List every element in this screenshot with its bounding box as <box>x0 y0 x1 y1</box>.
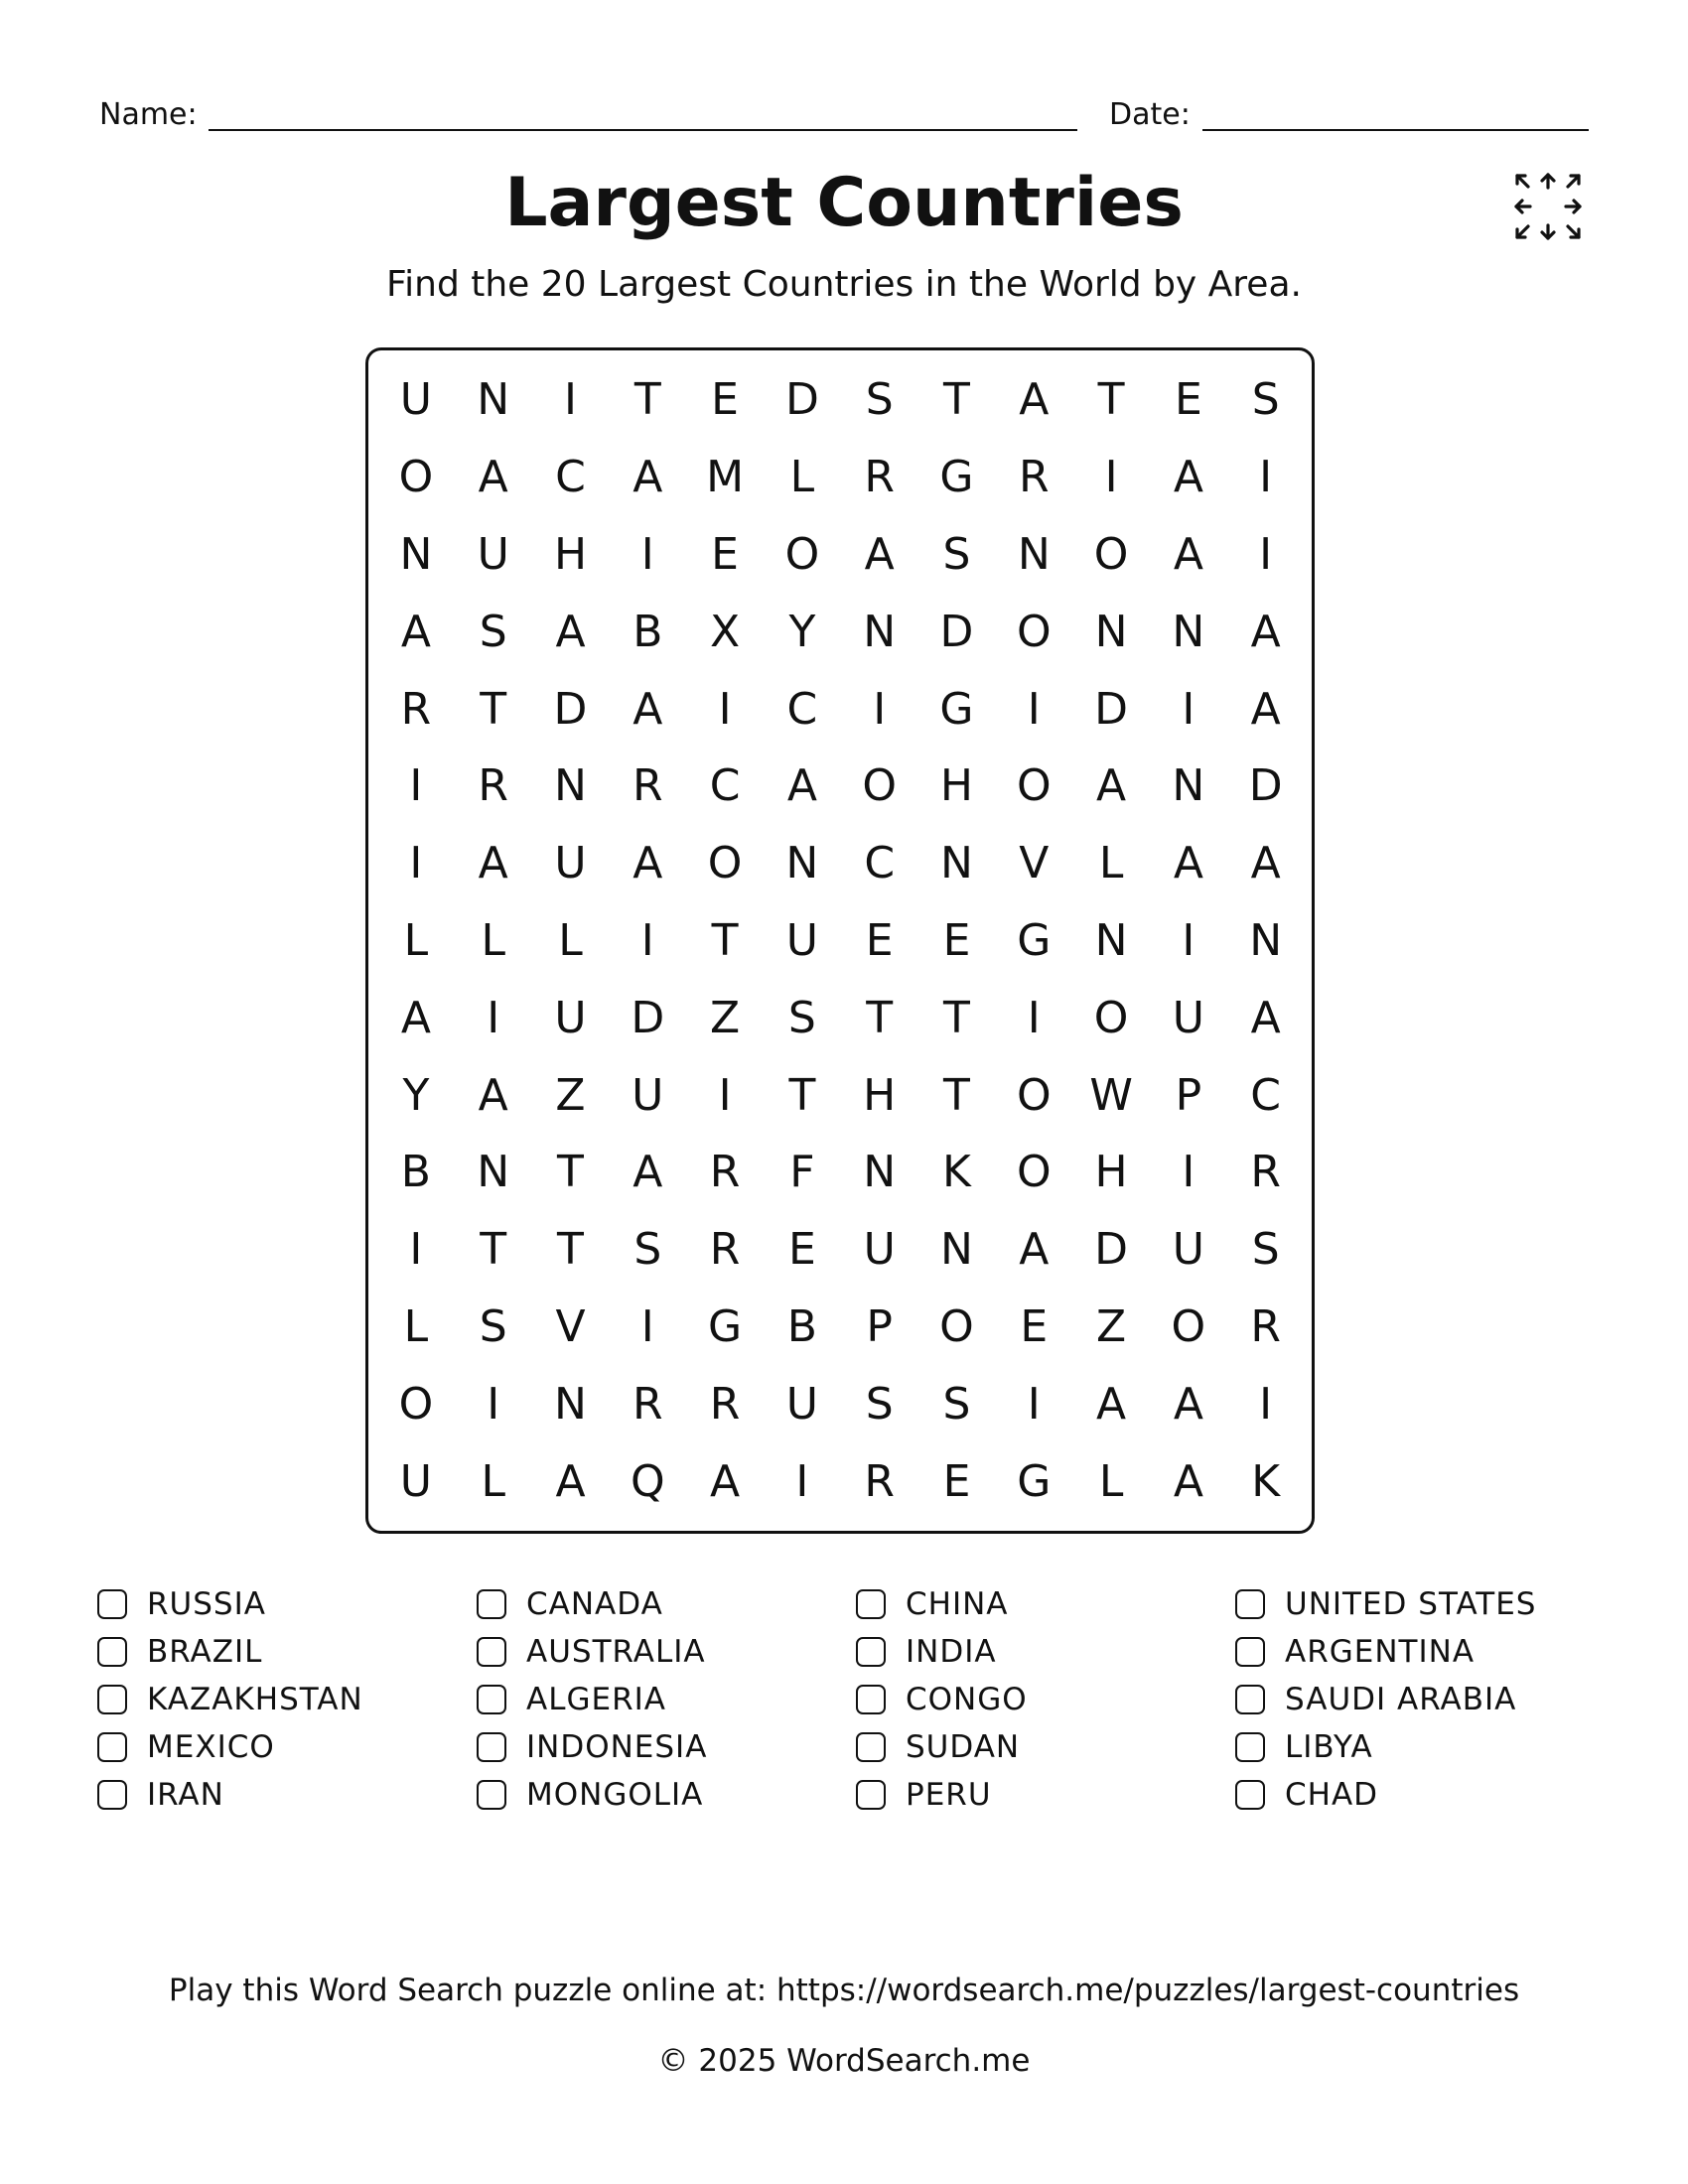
checkbox-icon[interactable] <box>97 1637 127 1667</box>
checkbox-icon[interactable] <box>477 1732 506 1762</box>
grid-cell[interactable]: N <box>863 606 897 657</box>
grid-cell[interactable]: E <box>711 374 739 426</box>
grid-cell[interactable]: I <box>718 683 732 735</box>
grid-cell[interactable]: A <box>555 1455 586 1507</box>
grid-cell[interactable]: A <box>1250 683 1281 735</box>
grid-cell[interactable]: L <box>481 1455 505 1507</box>
grid-cell[interactable]: Z <box>710 992 741 1043</box>
checkbox-icon[interactable] <box>1235 1732 1265 1762</box>
grid-cell[interactable]: L <box>403 914 429 966</box>
word-list-item <box>477 1580 856 1628</box>
word-list-item <box>856 1628 1235 1676</box>
grid-cell[interactable]: G <box>939 452 974 503</box>
grid-cell[interactable]: B <box>400 1147 431 1198</box>
grid-cell[interactable]: R <box>633 760 663 812</box>
grid-cell[interactable]: R <box>1250 1147 1281 1198</box>
grid-cell[interactable]: A <box>478 838 508 889</box>
grid-cell[interactable]: R <box>1250 1300 1281 1352</box>
grid-cell[interactable]: D <box>939 606 974 657</box>
grid-cell[interactable]: I <box>718 1069 732 1121</box>
grid-cell[interactable]: G <box>1017 914 1052 966</box>
grid-cell[interactable]: D <box>1248 760 1283 812</box>
grid-cell[interactable]: S <box>942 1378 971 1430</box>
word-list-item <box>1235 1771 1615 1819</box>
word-label: INDONESIA <box>526 1729 708 1765</box>
grid-cell[interactable]: A <box>478 452 508 503</box>
grid-cell[interactable]: T <box>1097 374 1125 426</box>
grid-cell[interactable]: A <box>710 1455 741 1507</box>
grid-cell[interactable]: I <box>1259 1378 1273 1430</box>
grid-cell[interactable]: N <box>477 374 510 426</box>
grid-cell[interactable]: T <box>633 374 661 426</box>
grid-cell[interactable]: U <box>399 1455 432 1507</box>
grid-cell[interactable]: H <box>1094 1147 1128 1198</box>
grid-cell[interactable]: I <box>640 528 654 580</box>
word-label: AUSTRALIA <box>526 1634 706 1670</box>
grid-cell[interactable]: O <box>1016 1069 1052 1121</box>
word-list-item <box>97 1580 477 1628</box>
grid-cell[interactable]: N <box>1172 606 1205 657</box>
grid-cell[interactable]: A <box>400 606 431 657</box>
grid-cell[interactable]: C <box>786 683 818 735</box>
grid-cell[interactable]: L <box>481 914 505 966</box>
grid-cell[interactable]: A <box>1173 528 1203 580</box>
word-list-item <box>1235 1628 1615 1676</box>
word-label: ALGERIA <box>526 1682 666 1717</box>
word-list-item <box>856 1676 1235 1723</box>
grid-cell[interactable]: O <box>784 528 820 580</box>
grid-cell[interactable]: U <box>632 1069 664 1121</box>
checkbox-icon[interactable] <box>477 1589 506 1619</box>
grid-cell[interactable]: S <box>479 1300 507 1352</box>
checkbox-icon[interactable] <box>97 1589 127 1619</box>
grid-cell[interactable]: U <box>1172 1224 1204 1276</box>
word-label: LIBYA <box>1285 1729 1373 1765</box>
grid-cell[interactable]: K <box>942 1147 971 1198</box>
word-label: CANADA <box>526 1586 663 1622</box>
checkbox-icon[interactable] <box>97 1780 127 1810</box>
word-label: CHAD <box>1285 1777 1379 1813</box>
header-row <box>99 95 1589 135</box>
grid-cell[interactable]: C <box>864 838 896 889</box>
grid-cell[interactable]: O <box>939 1300 974 1352</box>
grid-cell[interactable]: N <box>785 838 819 889</box>
word-list-item <box>97 1676 477 1723</box>
grid-cell[interactable]: A <box>1019 374 1050 426</box>
grid-cell[interactable]: A <box>633 683 663 735</box>
grid-cell[interactable]: I <box>795 1455 809 1507</box>
grid-cell[interactable]: L <box>403 1300 429 1352</box>
word-list-item <box>1235 1676 1615 1723</box>
word-label: UNITED STATES <box>1285 1586 1537 1622</box>
grid-cell[interactable]: A <box>1096 1378 1127 1430</box>
grid-cell[interactable]: R <box>478 760 508 812</box>
word-label: INDIA <box>906 1634 997 1670</box>
grid-cell[interactable]: O <box>862 760 897 812</box>
grid-cell[interactable]: O <box>707 838 743 889</box>
grid-cell[interactable]: R <box>1018 452 1050 503</box>
grid-cell[interactable]: B <box>633 606 663 657</box>
word-list-item <box>97 1771 477 1819</box>
grid-cell[interactable]: T <box>788 1069 816 1121</box>
grid-cell[interactable]: S <box>1251 374 1280 426</box>
grid-cell[interactable]: A <box>400 992 431 1043</box>
word-label: KAZAKHSTAN <box>147 1682 363 1717</box>
grid-cell[interactable]: O <box>1016 606 1052 657</box>
grid-cell[interactable]: I <box>873 683 887 735</box>
grid-cell[interactable]: I <box>640 914 654 966</box>
instructions: Find the 20 Largest Countries in the World by Area. <box>386 264 1302 305</box>
grid-cell[interactable]: U <box>477 528 509 580</box>
word-list-item <box>1235 1580 1615 1628</box>
grid-cell[interactable]: A <box>1173 452 1203 503</box>
grid-cell[interactable]: H <box>939 760 974 812</box>
grid-cell[interactable]: N <box>1094 606 1128 657</box>
grid-cell[interactable]: I <box>1259 528 1273 580</box>
checkbox-icon[interactable] <box>856 1637 886 1667</box>
grid-cell[interactable]: S <box>865 374 894 426</box>
grid-cell[interactable]: T <box>943 374 970 426</box>
grid-cell[interactable]: A <box>1250 992 1281 1043</box>
grid-cell[interactable]: K <box>1251 1455 1281 1507</box>
grid-cell[interactable]: D <box>784 374 819 426</box>
grid-cell[interactable]: I <box>640 1300 654 1352</box>
grid-cell[interactable]: V <box>1019 838 1050 889</box>
grid-cell[interactable]: I <box>1027 992 1041 1043</box>
grid-cell[interactable]: R <box>864 452 895 503</box>
grid-cell[interactable]: A <box>1173 1378 1203 1430</box>
grid-cell[interactable]: I <box>1027 683 1041 735</box>
grid-cell[interactable]: R <box>709 1224 741 1276</box>
grid-cell[interactable]: Z <box>555 1069 586 1121</box>
grid-cell[interactable]: I <box>409 760 423 812</box>
grid-cell[interactable]: A <box>786 760 817 812</box>
grid-cell[interactable]: N <box>554 760 587 812</box>
grid-cell[interactable]: D <box>1094 1224 1129 1276</box>
grid-cell[interactable]: G <box>939 683 974 735</box>
grid-cell[interactable]: E <box>711 528 739 580</box>
name-field[interactable] <box>209 129 1077 131</box>
checkbox-icon[interactable] <box>477 1780 506 1810</box>
grid-cell[interactable]: U <box>554 838 587 889</box>
grid-cell[interactable]: Y <box>402 1069 430 1121</box>
word-list-item <box>856 1771 1235 1819</box>
grid-cell[interactable]: I <box>487 992 500 1043</box>
grid-cell[interactable]: N <box>399 528 433 580</box>
grid-cell[interactable]: A <box>864 528 895 580</box>
grid-cell[interactable]: A <box>633 452 663 503</box>
grid-cell[interactable]: U <box>1172 992 1204 1043</box>
grid-cell[interactable]: I <box>1104 452 1118 503</box>
grid-cell[interactable]: O <box>1016 1147 1052 1198</box>
date-label: Date: <box>1109 97 1191 132</box>
copyright: © 2025 WordSearch.me <box>657 2043 1031 2079</box>
grid-cell[interactable]: N <box>940 1224 973 1276</box>
word-list-item <box>477 1676 856 1723</box>
grid-cell[interactable]: S <box>787 992 816 1043</box>
grid-cell[interactable]: I <box>409 1224 423 1276</box>
page-title: Largest Countries <box>504 164 1184 242</box>
grid-cell[interactable]: E <box>787 1224 816 1276</box>
grid-cell[interactable]: N <box>1172 760 1205 812</box>
word-label: SUDAN <box>906 1729 1021 1765</box>
grid-cell[interactable]: U <box>554 992 587 1043</box>
word-list-item <box>97 1628 477 1676</box>
word-list-item <box>856 1723 1235 1771</box>
grid-cell[interactable]: V <box>555 1300 586 1352</box>
grid-cell[interactable]: T <box>943 992 970 1043</box>
grid-cell[interactable]: T <box>866 992 894 1043</box>
grid-cell[interactable]: N <box>863 1147 897 1198</box>
grid-cell[interactable]: N <box>1017 528 1051 580</box>
grid-cell[interactable]: I <box>1259 452 1273 503</box>
name-label: Name: <box>99 97 198 132</box>
grid-cell[interactable]: I <box>409 838 423 889</box>
grid-cell[interactable]: A <box>633 1147 663 1198</box>
checkbox-icon[interactable] <box>477 1685 506 1714</box>
grid-cell[interactable]: E <box>1020 1300 1049 1352</box>
grid-cell[interactable]: S <box>865 1378 894 1430</box>
grid-cell[interactable]: Y <box>788 606 816 657</box>
grid-cell[interactable]: C <box>555 452 586 503</box>
word-label: BRAZIL <box>147 1634 263 1670</box>
grid-cell[interactable]: E <box>942 1455 971 1507</box>
grid-cell[interactable]: N <box>1249 914 1283 966</box>
grid-cell[interactable]: G <box>708 1300 743 1352</box>
checkbox-icon[interactable] <box>856 1685 886 1714</box>
grid-cell[interactable]: D <box>553 683 588 735</box>
grid-cell[interactable]: I <box>1182 914 1196 966</box>
word-label: CHINA <box>906 1586 1009 1622</box>
word-list-item <box>1235 1723 1615 1771</box>
grid-cell[interactable]: E <box>865 914 894 966</box>
checkbox-icon[interactable] <box>1235 1780 1265 1810</box>
date-field[interactable] <box>1202 129 1589 131</box>
word-label: PERU <box>906 1777 992 1813</box>
grid-cell[interactable]: O <box>1093 992 1129 1043</box>
grid-cell[interactable]: U <box>399 374 432 426</box>
grid-cell[interactable]: I <box>1182 683 1196 735</box>
checkbox-icon[interactable] <box>856 1732 886 1762</box>
word-list-item <box>477 1723 856 1771</box>
grid-cell[interactable]: A <box>633 838 663 889</box>
grid-cell[interactable]: T <box>943 1069 970 1121</box>
word-label: IRAN <box>147 1777 224 1813</box>
checkbox-icon[interactable] <box>97 1685 127 1714</box>
grid-cell[interactable]: N <box>554 1378 587 1430</box>
footer-url-text: Play this Word Search puzzle online at: https://wordsearch.me/puzzles/largest-countries <box>168 1973 1520 2008</box>
grid-cell[interactable]: T <box>480 683 507 735</box>
grid-cell[interactable]: I <box>564 374 577 426</box>
grid-cell[interactable]: U <box>785 1378 818 1430</box>
grid-cell[interactable]: P <box>866 1300 893 1352</box>
checkbox-icon[interactable] <box>1235 1589 1265 1619</box>
word-label: ARGENTINA <box>1285 1634 1476 1670</box>
word-list-item <box>856 1580 1235 1628</box>
grid-cell[interactable]: T <box>480 1224 507 1276</box>
grid-cell[interactable]: A <box>478 1069 508 1121</box>
grid-cell[interactable]: A <box>1019 1224 1050 1276</box>
grid-cell[interactable]: R <box>400 683 432 735</box>
grid-cell[interactable]: P <box>1175 1069 1202 1121</box>
grid-cell[interactable]: E <box>942 914 971 966</box>
checkbox-icon[interactable] <box>856 1780 886 1810</box>
grid-cell[interactable]: R <box>864 1455 895 1507</box>
grid-cell[interactable]: H <box>553 528 588 580</box>
word-label: CONGO <box>906 1682 1028 1717</box>
grid-cell[interactable]: F <box>789 1147 815 1198</box>
grid-cell[interactable]: C <box>709 760 741 812</box>
grid-cell[interactable]: W <box>1089 1069 1133 1121</box>
grid-cell[interactable]: U <box>863 1224 896 1276</box>
grid-cell[interactable]: L <box>1098 838 1124 889</box>
grid-cell[interactable]: T <box>557 1224 584 1276</box>
grid-cell[interactable]: Z <box>1095 1300 1127 1352</box>
grid-cell[interactable]: H <box>863 1069 897 1121</box>
grid-cell[interactable]: S <box>479 606 507 657</box>
grid-cell[interactable]: O <box>398 1378 434 1430</box>
grid-cell[interactable]: N <box>477 1147 510 1198</box>
grid-cell[interactable]: N <box>940 838 973 889</box>
grid-cell[interactable]: L <box>789 452 815 503</box>
grid-cell[interactable]: S <box>942 528 971 580</box>
grid-cell[interactable]: I <box>1182 1147 1196 1198</box>
letter-grid[interactable] <box>377 361 1305 1520</box>
grid-cell[interactable]: A <box>1250 606 1281 657</box>
checkbox-icon[interactable] <box>477 1637 506 1667</box>
word-list-item <box>97 1723 477 1771</box>
grid-cell[interactable]: T <box>711 914 739 966</box>
grid-cell[interactable]: D <box>631 992 665 1043</box>
grid-cell[interactable]: O <box>1093 528 1129 580</box>
grid-cell[interactable]: X <box>710 606 741 657</box>
grid-cell[interactable]: L <box>1098 1455 1124 1507</box>
eight-direction-arrows-icon <box>1513 172 1583 241</box>
grid-cell[interactable]: C <box>1250 1069 1282 1121</box>
grid-cell[interactable]: R <box>709 1147 741 1198</box>
grid-cell[interactable]: S <box>1251 1224 1280 1276</box>
word-label: RUSSIA <box>147 1586 266 1622</box>
grid-cell[interactable]: A <box>1173 838 1203 889</box>
grid-cell[interactable]: T <box>557 1147 584 1198</box>
grid-cell[interactable]: I <box>1027 1378 1041 1430</box>
grid-cell[interactable]: A <box>555 606 586 657</box>
grid-cell[interactable]: Q <box>630 1455 665 1507</box>
grid-cell[interactable]: S <box>633 1224 662 1276</box>
word-label: MEXICO <box>147 1729 275 1765</box>
grid-cell[interactable]: O <box>398 452 434 503</box>
grid-cell[interactable]: E <box>1174 374 1202 426</box>
checkbox-icon[interactable] <box>97 1732 127 1762</box>
checkbox-icon[interactable] <box>856 1589 886 1619</box>
grid-cell[interactable]: A <box>1250 838 1281 889</box>
word-list <box>97 1580 1597 1819</box>
grid-cell[interactable]: G <box>1017 1455 1052 1507</box>
grid-cell[interactable]: L <box>558 914 583 966</box>
grid-cell[interactable]: I <box>487 1378 500 1430</box>
grid-cell[interactable]: U <box>785 914 818 966</box>
grid-cell[interactable]: N <box>1094 914 1128 966</box>
grid-cell[interactable]: O <box>1016 760 1052 812</box>
checkbox-icon[interactable] <box>1235 1685 1265 1714</box>
word-label: SAUDI ARABIA <box>1285 1682 1517 1717</box>
grid-cell[interactable]: O <box>1171 1300 1206 1352</box>
word-list-item <box>477 1771 856 1819</box>
word-list-item <box>477 1628 856 1676</box>
grid-cell[interactable]: R <box>709 1378 741 1430</box>
grid-cell[interactable]: A <box>1096 760 1127 812</box>
grid-cell[interactable]: M <box>706 452 745 503</box>
grid-cell[interactable]: R <box>633 1378 663 1430</box>
checkbox-icon[interactable] <box>1235 1637 1265 1667</box>
grid-cell[interactable]: B <box>786 1300 817 1352</box>
grid-cell[interactable]: D <box>1094 683 1129 735</box>
grid-cell[interactable]: A <box>1173 1455 1203 1507</box>
word-label: MONGOLIA <box>526 1777 704 1813</box>
